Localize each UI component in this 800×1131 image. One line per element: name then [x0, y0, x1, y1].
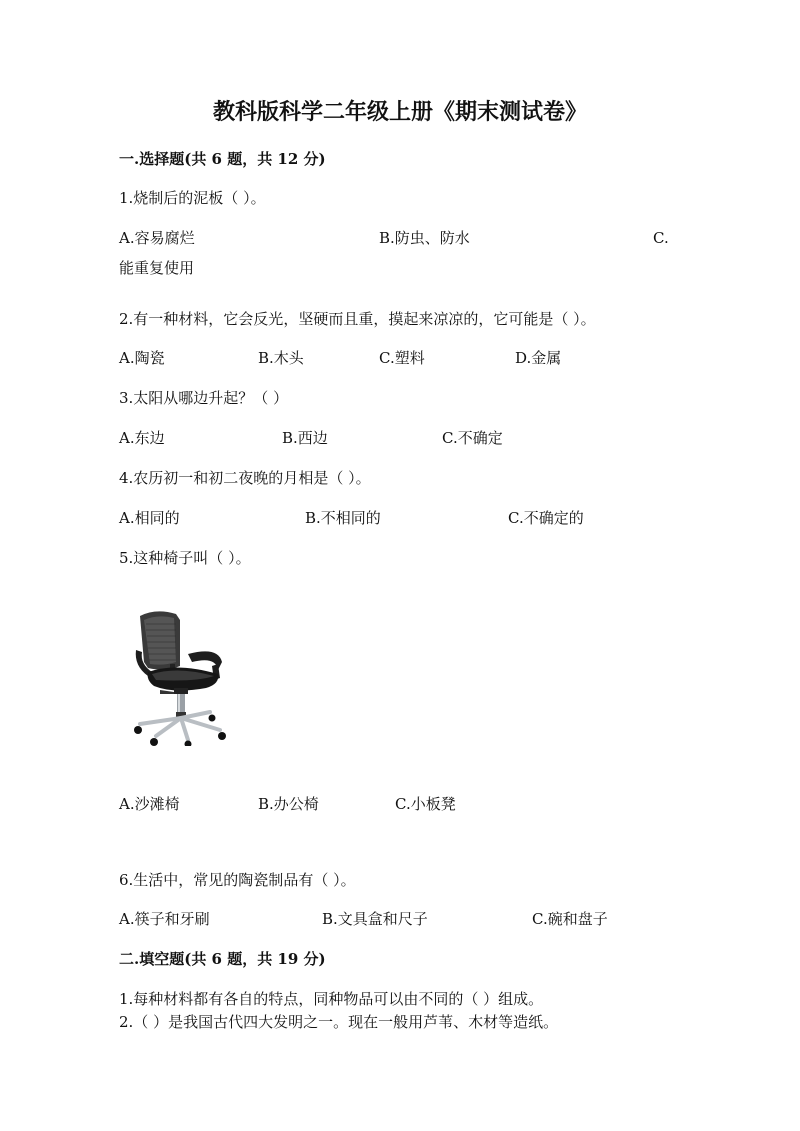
question-3-option-c: C.不确定: [442, 429, 503, 447]
question-5-option-c: C.小板凳: [395, 795, 456, 813]
question-6-stem: 6.生活中，常见的陶瓷制品有（ ）。: [119, 871, 356, 889]
question-4-option-b: B.不相同的: [305, 509, 381, 527]
question-2-option-a: A.陶瓷: [119, 349, 165, 367]
question-5-option-a: A.沙滩椅: [119, 795, 180, 813]
question-4-option-a: A.相同的: [119, 509, 180, 527]
question-6-option-b: B.文具盒和尺子: [322, 910, 428, 928]
question-1-option-c-text: 能重复使用: [119, 259, 195, 277]
question-1-option-a: A.容易腐烂: [119, 229, 195, 247]
question-1-stem: 1.烧制后的泥板（ ）。: [119, 189, 266, 207]
section-heading-fill-in: 二.填空题(共 6 题，共 19 分): [119, 950, 326, 968]
fill-question-2: 2.（ ）是我国古代四大发明之一。现在一般用芦苇、木材等造纸。: [119, 1013, 559, 1031]
question-1-option-b: B.防虫、防水: [379, 229, 470, 247]
fill-question-1: 1.每种材料都有各自的特点，同种物品可以由不同的（ ）组成。: [119, 990, 544, 1008]
question-6-option-c: C.碗和盘子: [532, 910, 608, 928]
office-chair-image: [126, 606, 230, 746]
question-3-option-b: B.西边: [282, 429, 328, 447]
question-5-option-b: B.办公椅: [258, 795, 319, 813]
question-2-stem: 2.有一种材料，它会反光，坚硬而且重，摸起来凉凉的，它可能是（ ）。: [119, 310, 596, 328]
question-2-option-c: C.塑料: [379, 349, 425, 367]
question-4-option-c: C.不确定的: [508, 509, 584, 527]
question-5-stem: 5.这种椅子叫（ ）。: [119, 549, 251, 567]
question-1-option-c: C.: [653, 229, 669, 247]
question-3-stem: 3.太阳从哪边升起？（ ）: [119, 389, 289, 407]
question-6-option-a: A.筷子和牙刷: [119, 910, 210, 928]
question-3-option-a: A.东边: [119, 429, 165, 447]
page-title: 教科版科学二年级上册《期末测试卷》: [212, 99, 587, 125]
section-heading-choice: 一.选择题(共 6 题，共 12 分): [119, 150, 326, 168]
question-2-option-b: B.木头: [258, 349, 304, 367]
question-4-stem: 4.农历初一和初二夜晚的月相是（ ）。: [119, 469, 371, 487]
question-2-option-d: D.金属: [515, 349, 562, 367]
